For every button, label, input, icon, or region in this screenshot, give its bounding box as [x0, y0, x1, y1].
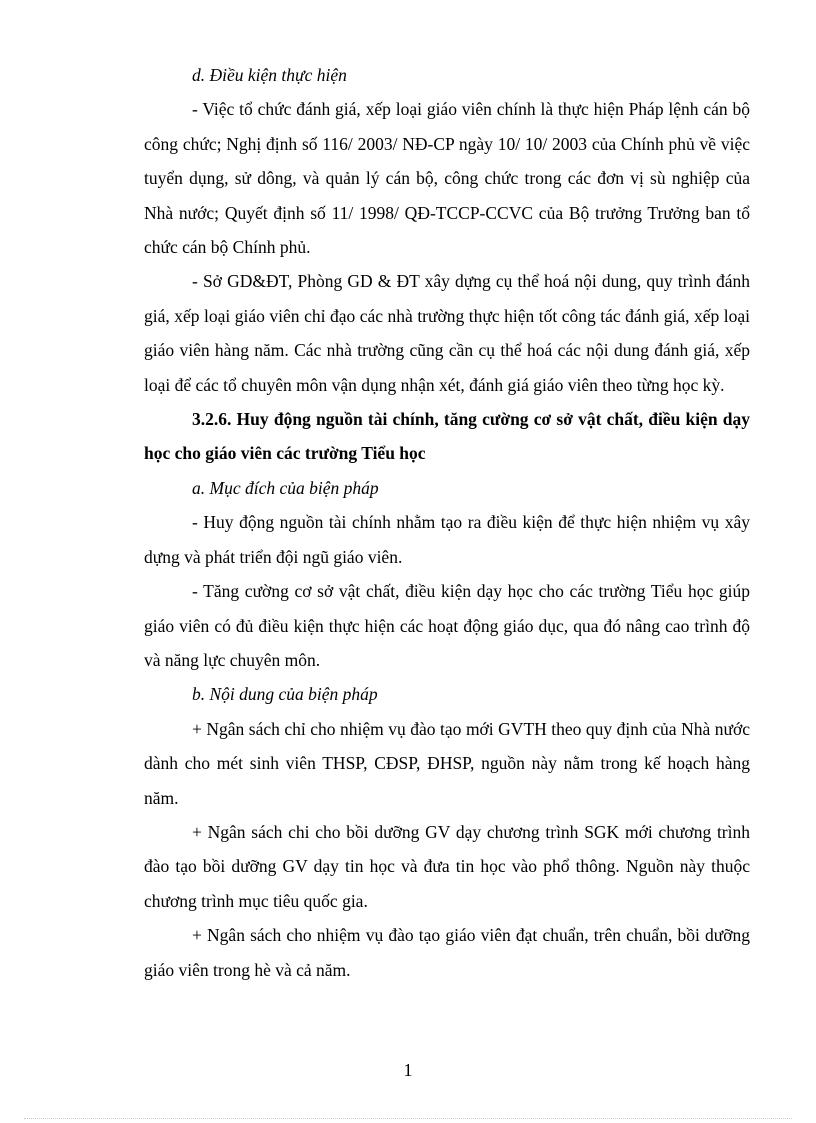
section-heading-3-2-6: 3.2.6. Huy động nguồn tài chính, tăng cường cơ sở vật chất, điều kiện dạy học cho giáo viên các trường Tiểu học: [144, 409, 750, 464]
paragraph-ngan-sach-boi-duong: + Ngân sách chi cho bồi dưỡng GV dạy chương trình SGK mới chương trình đào tạo bồi dưỡng GV dạy tin học và đưa tin học vào phổ thông. Nguồn này thuộc chương trình mục tiêu quốc gia.: [144, 821, 750, 911]
section-heading-dieu-kien: d. Điều kiện thực hiện: [192, 65, 347, 85]
paragraph-viec-to-chuc: - Việc tổ chức đánh giá, xếp loại giáo viên chính là thực hiện Pháp lệnh cán bộ công chức; Nghị định số 116/ 2003/ NĐ-CP ngày 10/ 10/ 2003 của Chính phủ về việc tuyển dụng, sử dông, và quản lý cán bộ, công chức trong các đơn vị sù nghiệp của Nhà nước; Quyết định số 11/ 1998/ QĐ-TCCP-CCVC của Bộ trưởng Trưởng ban tổ chức cán bộ Chính phủ.: [144, 99, 750, 258]
page-bottom-border: [24, 1118, 792, 1119]
paragraph-ngan-sach-dat-chuan: + Ngân sách cho nhiệm vụ đào tạo giáo viên đạt chuẩn, trên chuẩn, bồi dưỡng giáo viên trong hè và cả năm.: [144, 925, 750, 980]
paragraph-so-gddt: - Sở GD&ĐT, Phòng GD & ĐT xây dựng cụ thể hoá nội dung, quy trình đánh giá, xếp loại giáo viên chỉ đạo các nhà trường thực hiện tốt công tác đánh giá, xếp loại giáo viên hàng năm. Các nhà trường cũng cần cụ thể hoá các nội dung đánh giá, xếp loại để các tổ chuyên môn vận dụng nhận xét, đánh giá giáo viên theo từng học kỳ.: [144, 271, 750, 395]
paragraph-huy-dong: - Huy động nguồn tài chính nhằm tạo ra điều kiện để thực hiện nhiệm vụ xây dựng và phát triển đội ngũ giáo viên.: [144, 512, 750, 567]
page-number: 1: [403, 1060, 413, 1080]
document-body: [144, 58, 750, 987]
paragraph-ngan-sach-dao-tao-moi: + Ngân sách chỉ cho nhiệm vụ đào tạo mới GVTH theo quy định của Nhà nước dành cho mét sinh viên THSP, CĐSP, ĐHSP, nguồn này nằm trong kế hoạch hàng năm.: [144, 718, 750, 808]
section-heading-muc-dich: a. Mục đích của biện pháp: [192, 477, 379, 498]
section-heading-noi-dung: b. Nội dung của biện pháp: [192, 684, 378, 705]
paragraph-tang-cuong: - Tăng cường cơ sở vật chất, điều kiện dạy học cho các trường Tiểu học giúp giáo viên có đủ điều kiện thực hiện các hoạt động giáo dục, qua đó nâng cao trình độ và năng lực chuyên môn.: [144, 581, 750, 670]
